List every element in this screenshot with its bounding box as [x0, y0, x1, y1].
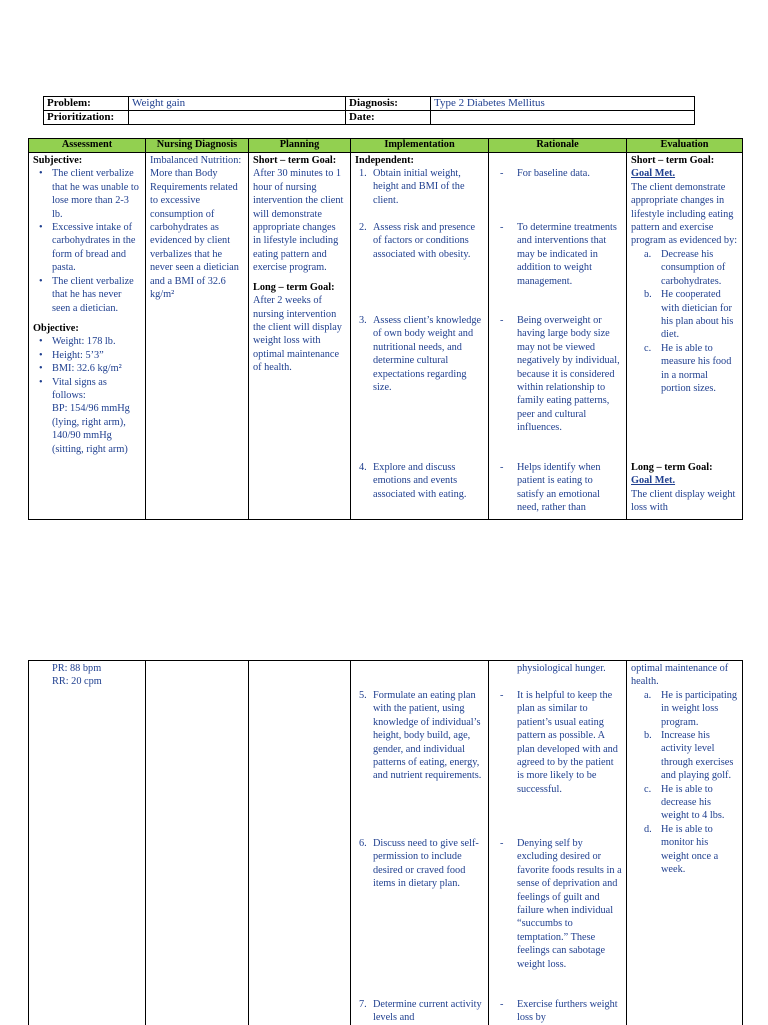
implementation-item: 4. Explore and discuss emotions and events associated with eating.	[359, 462, 467, 500]
evaluation-long-label: Long – term Goal:	[631, 462, 713, 474]
diagnosis-value: Type 2 Diabetes Mellitus	[431, 97, 695, 111]
col-header-nursing-diagnosis: Nursing Diagnosis	[146, 139, 249, 153]
objective-label: Objective:	[33, 322, 79, 334]
care-plan-table-continued	[28, 660, 743, 1025]
col-header-planning: Planning	[249, 139, 351, 153]
objective-list	[33, 335, 141, 402]
problem-label: Problem:	[44, 97, 129, 111]
evaluation-item: b. Increase his activity level through exercises and playing golf.	[644, 730, 734, 782]
evaluation-short-text: The client demonstrate appropriate changes in lifestyle including eating pattern and exercise program as evidenced by:	[631, 181, 738, 247]
implementation-item: 1. Obtain initial weight, height and BMI of the client.	[359, 168, 465, 206]
evaluation-continued: optimal maintenance of health.	[631, 663, 729, 688]
evaluation-item: c. He is able to decrease his weight to 4 lbs.	[644, 783, 725, 822]
vital-sign: 140/90 mmHg (sitting, right arm)	[52, 430, 128, 455]
page-2	[0, 660, 768, 1024]
evaluation-long-status: Goal Met.	[631, 475, 676, 487]
nursing-diagnosis-cell	[146, 661, 249, 1025]
vital-sign: PR: 88 bpm	[52, 663, 102, 674]
rationale-item: - Being overweight or having large body size may not be viewed negatively by individual, because it is considered within relationship to family eating patterns, peer and cultural influences.	[500, 315, 620, 434]
implementation-item: 6. Discuss need to give self-permission to include desired or craved food items in dietary plan.	[359, 838, 479, 890]
objective-item: • BMI: 32.6 kg/m²	[52, 362, 141, 375]
nursing-diagnosis-text: Imbalanced Nutrition: More than Body Requirements related to excessive consumption of carbohydrates as evidenced by client verbalizes that he never seen a dietician and a BMI of 32.6 kg/m²	[150, 155, 242, 301]
rationale-item: - For baseline data.	[500, 168, 590, 180]
rationale-cell	[489, 661, 627, 1025]
implementation-item: 3. Assess client’s knowledge of own body weight and nutritional needs, and determine cultural expectations regarding size.	[359, 315, 482, 394]
implementation-cell	[351, 153, 489, 520]
objective-item: • Height: 5’3”	[52, 349, 141, 362]
vital-sign: BP: 154/96 mmHg (lying, right arm),	[52, 403, 130, 428]
rationale-item: - Exercise furthers weight loss by	[500, 999, 618, 1024]
rationale-item: - Denying self by excluding desired or favorite foods results in a sense of deprivation and feelings of guilt and failure when individual “succumbs to temptation.” These feelings can sabotage weight loss.	[500, 838, 622, 970]
nursing-diagnosis-cell	[146, 153, 249, 520]
evaluation-item: a. Decrease his consumption of carbohydrates.	[644, 248, 726, 287]
evaluation-short-status: Goal Met.	[631, 168, 676, 180]
evaluation-item: d. He is able to monitor his weight once a week.	[644, 823, 719, 876]
care-plan-table	[28, 138, 743, 520]
rationale-cell	[489, 153, 627, 520]
vital-sign: RR: 20 cpm	[52, 676, 102, 688]
implementation-item: 5. Formulate an eating plan with the patient, using knowledge of individual’s height, body build, age, gender, and individual patterns of eating, energy, and nutrient requirements.	[359, 690, 482, 782]
implementation-item: 7. Determine current activity levels and	[359, 999, 482, 1024]
assessment-cell	[29, 661, 146, 1025]
col-header-implementation: Implementation	[351, 139, 489, 153]
objective-item: • Vital signs as follows:	[52, 376, 141, 403]
planning-long-label: Long – term Goal:	[253, 281, 335, 293]
rationale-item: - It is helpful to keep the plan as similar to patient’s usual eating pattern as possible. A plan developed with and agreed to by the patient is more likely to be successful.	[500, 690, 618, 795]
prioritization-value	[129, 111, 346, 125]
implementation-item: 2. Assess risk and presence of factors or conditions associated with obesity.	[359, 222, 476, 260]
objective-item: • Weight: 178 lb.	[52, 335, 141, 348]
subjective-label: Subjective:	[33, 155, 83, 167]
date-label: Date:	[346, 111, 431, 125]
evaluation-item: b. He cooperated with dietician for his plan about his diet.	[644, 289, 734, 341]
evaluation-item: c. He is able to measure his food in a normal portion sizes.	[644, 342, 732, 394]
implementation-label: Independent:	[355, 155, 414, 167]
evaluation-short-label: Short – term Goal:	[631, 155, 715, 167]
planning-short-label: Short – term Goal:	[253, 155, 337, 167]
col-header-assessment: Assessment	[29, 139, 146, 153]
subjective-item: • The client verbalize that he has never seen a dietician.	[52, 275, 141, 315]
rationale-continued: physiological hunger.	[517, 663, 606, 674]
rationale-item: - To determine treatments and interventions that may be indicated in addition to weight management.	[500, 222, 617, 287]
planning-short-text: After 30 minutes to 1 hour of nursing intervention the client will demonstrate appropriate changes in lifestyle including eating pattern and exercise program.	[253, 168, 344, 274]
rationale-item: - Helps identify when patient is eating to satisfy an emotional need, rather than	[500, 462, 601, 514]
problem-value: Weight gain	[129, 97, 346, 111]
implementation-cell	[351, 661, 489, 1025]
evaluation-cell	[627, 153, 743, 520]
planning-cell	[249, 661, 351, 1025]
subjective-item: • The client verbalize that he was unable to lose more than 2-3 lb.	[52, 167, 141, 221]
header-table	[43, 96, 695, 125]
diagnosis-label: Diagnosis:	[346, 97, 431, 111]
col-header-rationale: Rationale	[489, 139, 627, 153]
assessment-cell	[29, 153, 146, 520]
evaluation-cell	[627, 661, 743, 1025]
subjective-item: • Excessive intake of carbohydrates in the form of bread and pasta.	[52, 221, 141, 275]
evaluation-long-text: The client display weight loss with	[631, 488, 736, 514]
planning-long-text: After 2 weeks of nursing intervention the client will display weight loss with optimal maintenance of health.	[253, 295, 342, 374]
prioritization-label: Prioritization:	[44, 111, 129, 125]
subjective-list	[33, 167, 141, 314]
evaluation-item: a. He is participating in weight loss program.	[644, 689, 738, 728]
col-header-evaluation: Evaluation	[627, 139, 743, 153]
planning-cell	[249, 153, 351, 520]
date-value	[431, 111, 695, 125]
